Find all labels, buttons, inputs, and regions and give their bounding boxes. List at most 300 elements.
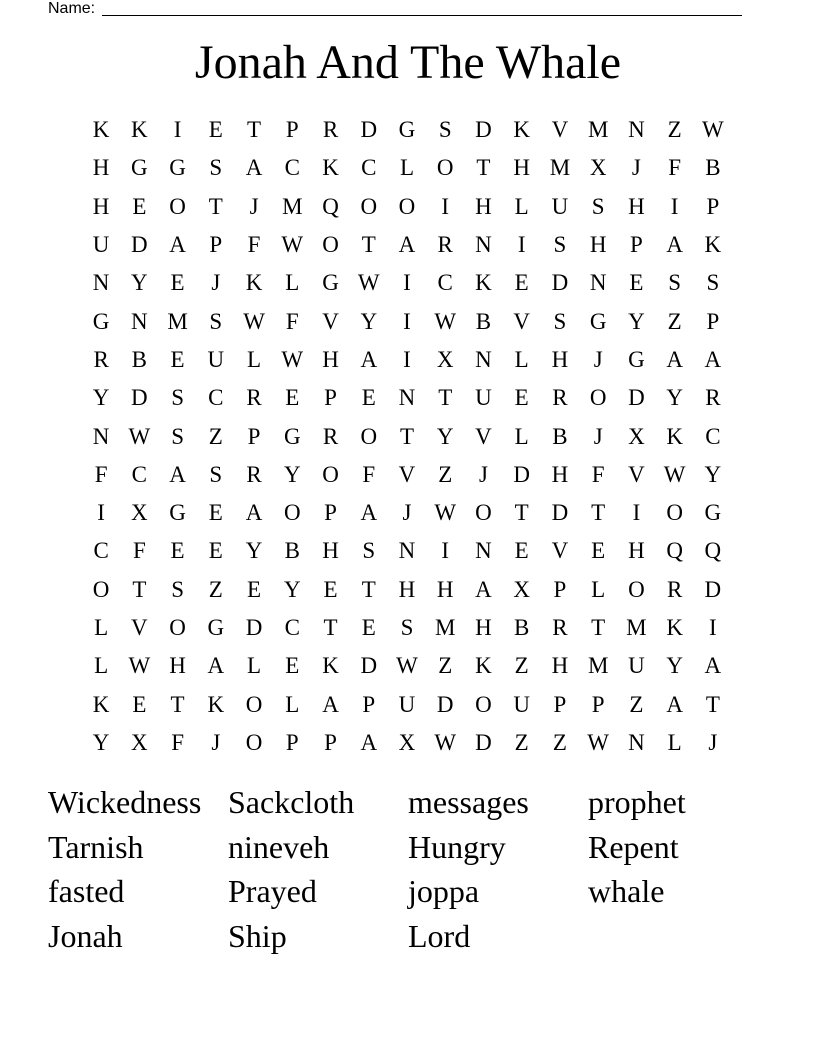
- grid-cell[interactable]: F: [591, 461, 605, 487]
- grid-cell[interactable]: L: [514, 423, 529, 449]
- grid-cell[interactable]: H: [589, 232, 607, 258]
- grid-cell[interactable]: L: [514, 346, 529, 372]
- grid-cell[interactable]: D: [131, 232, 148, 258]
- grid-cell[interactable]: Y: [360, 308, 378, 334]
- grid-cell[interactable]: O: [360, 193, 378, 219]
- grid-cell[interactable]: T: [591, 615, 606, 640]
- grid-cell[interactable]: B: [131, 346, 148, 372]
- grid-cell[interactable]: X: [398, 729, 416, 755]
- grid-cell[interactable]: C: [284, 155, 300, 181]
- grid-cell[interactable]: A: [704, 346, 722, 372]
- name-blank-line[interactable]: [102, 15, 742, 16]
- grid-cell[interactable]: S: [668, 270, 682, 296]
- grid-cell[interactable]: L: [591, 576, 606, 602]
- word-list-item: Wickedness: [48, 784, 202, 820]
- grid-cell[interactable]: J: [478, 461, 488, 487]
- grid-cell[interactable]: B: [475, 308, 492, 334]
- grid-cell[interactable]: J: [593, 423, 603, 449]
- grid-cell[interactable]: T: [438, 385, 453, 411]
- word-list-item: Jonah: [48, 918, 123, 955]
- grid-cell[interactable]: Z: [514, 729, 529, 755]
- grid-cell[interactable]: H: [513, 155, 530, 181]
- grid-cell[interactable]: B: [514, 615, 530, 640]
- grid-cell[interactable]: G: [131, 155, 148, 181]
- grid-cell[interactable]: E: [247, 576, 262, 602]
- grid-cell[interactable]: S: [209, 461, 223, 487]
- grid-cell[interactable]: T: [399, 423, 415, 449]
- grid-cell[interactable]: P: [247, 423, 261, 449]
- grid-cell[interactable]: K: [92, 691, 110, 717]
- grid-cell[interactable]: E: [132, 193, 147, 219]
- grid-cell[interactable]: M: [587, 117, 609, 143]
- grid-cell[interactable]: E: [285, 653, 300, 679]
- grid-cell[interactable]: G: [398, 117, 416, 143]
- grid-cell[interactable]: E: [629, 270, 644, 296]
- grid-cell[interactable]: K: [92, 117, 110, 143]
- grid-cell[interactable]: G: [92, 308, 110, 334]
- grid-cell[interactable]: Z: [438, 461, 453, 487]
- grid-cell[interactable]: N: [398, 538, 416, 564]
- grid-cell[interactable]: O: [398, 193, 416, 219]
- grid-cell[interactable]: B: [284, 538, 300, 564]
- grid-cell[interactable]: A: [666, 232, 683, 258]
- grid-cell[interactable]: I: [441, 193, 450, 219]
- grid-cell[interactable]: V: [398, 461, 416, 487]
- grid-cell[interactable]: Y: [666, 385, 683, 411]
- grid-cell[interactable]: Z: [208, 576, 223, 602]
- grid-cell[interactable]: V: [551, 538, 569, 564]
- grid-cell[interactable]: A: [666, 691, 683, 717]
- grid-cell[interactable]: R: [246, 461, 262, 487]
- grid-cell[interactable]: U: [398, 691, 416, 717]
- grid-cell[interactable]: H: [92, 155, 110, 181]
- grid-cell[interactable]: K: [475, 653, 492, 679]
- grid-cell[interactable]: T: [476, 155, 491, 181]
- word-list-item: Hungry: [408, 828, 506, 865]
- grid-cell[interactable]: G: [589, 308, 607, 334]
- grid-cell[interactable]: C: [93, 538, 109, 564]
- grid-cell[interactable]: H: [322, 346, 339, 372]
- grid-cell[interactable]: O: [169, 193, 186, 219]
- grid-cell[interactable]: K: [322, 155, 339, 181]
- grid-cell[interactable]: H: [92, 193, 110, 219]
- grid-cell[interactable]: F: [132, 538, 146, 564]
- grid-row: [82, 111, 732, 149]
- grid-cell[interactable]: D: [704, 576, 722, 602]
- grid-cell[interactable]: W: [663, 461, 686, 487]
- grid-cell[interactable]: W: [702, 117, 724, 143]
- grid-cell[interactable]: G: [169, 500, 186, 526]
- grid-cell[interactable]: K: [666, 615, 683, 640]
- grid-cell[interactable]: R: [322, 423, 339, 449]
- grid-cell[interactable]: I: [709, 615, 717, 640]
- grid-cell[interactable]: O: [245, 729, 263, 755]
- grid-cell[interactable]: L: [514, 193, 529, 219]
- grid-cell[interactable]: E: [514, 270, 529, 296]
- grid-cell[interactable]: V: [475, 423, 492, 449]
- grid-cell[interactable]: J: [211, 270, 221, 296]
- grid-cell[interactable]: Y: [245, 538, 263, 564]
- grid-cell[interactable]: W: [281, 346, 304, 372]
- grid-cell[interactable]: J: [211, 729, 221, 755]
- grid-cell[interactable]: E: [323, 576, 338, 602]
- grid-cell[interactable]: T: [170, 691, 185, 717]
- grid-cell[interactable]: L: [94, 615, 109, 640]
- grid-cell[interactable]: B: [552, 423, 568, 449]
- grid-cell[interactable]: A: [360, 346, 378, 372]
- grid-cell[interactable]: U: [551, 193, 569, 219]
- grid-cell[interactable]: K: [666, 423, 683, 449]
- grid-cell[interactable]: C: [705, 423, 721, 449]
- grid-cell[interactable]: T: [323, 615, 338, 640]
- grid-cell[interactable]: P: [324, 500, 337, 526]
- grid-cell[interactable]: R: [552, 385, 568, 411]
- grid-cell[interactable]: K: [207, 691, 225, 717]
- grid-cell[interactable]: T: [208, 193, 223, 219]
- grid-cell[interactable]: Y: [283, 461, 301, 487]
- grid-cell[interactable]: L: [285, 270, 300, 296]
- grid-cell[interactable]: E: [132, 691, 147, 717]
- grid-cell[interactable]: S: [553, 308, 567, 334]
- grid-cell[interactable]: S: [171, 385, 184, 411]
- grid-cell[interactable]: N: [92, 270, 110, 296]
- grid-cell[interactable]: H: [551, 346, 569, 372]
- grid-cell[interactable]: O: [322, 232, 339, 258]
- grid-cell[interactable]: H: [398, 576, 416, 602]
- grid-cell[interactable]: J: [402, 500, 412, 526]
- grid-cell[interactable]: A: [169, 461, 186, 487]
- grid-cell[interactable]: G: [207, 615, 225, 640]
- grid-cell[interactable]: W: [128, 423, 151, 449]
- grid-cell[interactable]: Z: [552, 729, 567, 755]
- grid-cell[interactable]: W: [357, 270, 380, 296]
- grid-cell[interactable]: Y: [92, 729, 110, 755]
- grid-cell[interactable]: D: [360, 117, 378, 143]
- grid-cell[interactable]: Y: [628, 308, 645, 334]
- grid-cell[interactable]: U: [475, 385, 492, 411]
- grid-cell[interactable]: A: [704, 653, 722, 679]
- grid-cell[interactable]: H: [169, 653, 186, 679]
- grid-cell[interactable]: R: [322, 117, 339, 143]
- grid-cell[interactable]: X: [589, 155, 607, 181]
- grid-cell[interactable]: X: [436, 346, 454, 372]
- grid-cell[interactable]: U: [92, 232, 110, 258]
- grid-cell[interactable]: S: [400, 615, 414, 640]
- grid-cell[interactable]: E: [514, 385, 529, 411]
- grid-cell[interactable]: L: [285, 691, 300, 717]
- grid-cell[interactable]: W: [128, 653, 151, 679]
- grid-cell[interactable]: U: [207, 346, 225, 372]
- grid-cell[interactable]: P: [285, 729, 299, 755]
- grid-cell[interactable]: A: [207, 653, 225, 679]
- grid-cell[interactable]: G: [322, 270, 339, 296]
- grid-cell[interactable]: D: [360, 653, 378, 679]
- grid-cell[interactable]: V: [628, 461, 645, 487]
- grid-cell[interactable]: S: [553, 232, 567, 258]
- grid-cell[interactable]: I: [632, 500, 641, 526]
- grid-cell[interactable]: V: [551, 117, 569, 143]
- grid-cell[interactable]: V: [322, 308, 339, 334]
- grid-cell[interactable]: I: [517, 232, 526, 258]
- grid-cell[interactable]: W: [434, 500, 457, 526]
- grid-cell[interactable]: C: [131, 461, 148, 487]
- grid-cell[interactable]: N: [92, 423, 110, 449]
- grid-cell[interactable]: N: [628, 117, 645, 143]
- grid-cell[interactable]: A: [666, 346, 683, 372]
- grid-cell[interactable]: N: [131, 308, 148, 334]
- grid-cell[interactable]: N: [475, 538, 492, 564]
- grid-cell[interactable]: X: [628, 423, 645, 449]
- grid-cell[interactable]: V: [131, 615, 148, 640]
- grid-cell[interactable]: R: [246, 385, 262, 411]
- grid-cell[interactable]: N: [589, 270, 607, 296]
- grid-cell[interactable]: E: [591, 538, 606, 564]
- grid-cell[interactable]: S: [171, 423, 184, 449]
- grid-cell[interactable]: G: [628, 346, 645, 372]
- grid-cell[interactable]: P: [362, 691, 376, 717]
- grid-cell[interactable]: D: [475, 729, 492, 755]
- grid-cell[interactable]: P: [630, 232, 643, 258]
- grid-cell[interactable]: D: [513, 461, 530, 487]
- word-list-item: Tarnish: [48, 828, 144, 865]
- grid-cell[interactable]: D: [436, 691, 454, 717]
- grid-cell[interactable]: C: [208, 385, 224, 411]
- grid-cell[interactable]: I: [97, 500, 105, 526]
- grid-cell[interactable]: A: [245, 155, 263, 181]
- grid-cell[interactable]: X: [131, 500, 148, 526]
- grid-cell[interactable]: Y: [283, 576, 301, 602]
- grid-cell[interactable]: D: [551, 270, 569, 296]
- grid-cell[interactable]: O: [436, 155, 454, 181]
- grid-cell[interactable]: P: [324, 385, 337, 411]
- grid-cell[interactable]: E: [170, 538, 185, 564]
- grid-cell[interactable]: L: [247, 653, 262, 679]
- grid-cell[interactable]: Z: [629, 691, 644, 717]
- grid-cell[interactable]: S: [362, 538, 376, 564]
- grid-cell[interactable]: Y: [704, 461, 722, 487]
- grid-cell[interactable]: S: [438, 117, 452, 143]
- grid-cell[interactable]: A: [322, 691, 339, 717]
- grid-cell[interactable]: U: [513, 691, 530, 717]
- grid-cell[interactable]: H: [322, 538, 339, 564]
- grid-cell[interactable]: C: [361, 155, 377, 181]
- grid-cell[interactable]: P: [706, 308, 720, 334]
- grid-cell[interactable]: T: [514, 500, 529, 526]
- grid-cell[interactable]: P: [553, 576, 567, 602]
- grid-cell[interactable]: M: [626, 615, 647, 640]
- grid-cell[interactable]: T: [132, 576, 147, 602]
- grid-cell[interactable]: C: [437, 270, 453, 296]
- grid-cell[interactable]: V: [513, 308, 530, 334]
- grid-cell[interactable]: A: [360, 500, 378, 526]
- grid-cell[interactable]: M: [587, 653, 609, 679]
- grid-cell[interactable]: O: [475, 691, 492, 717]
- grid-cell[interactable]: E: [208, 500, 223, 526]
- grid-cell[interactable]: A: [360, 729, 378, 755]
- grid-cell[interactable]: F: [171, 729, 184, 755]
- grid-cell[interactable]: W: [434, 729, 457, 755]
- grid-cell[interactable]: H: [436, 576, 454, 602]
- grid-cell[interactable]: P: [553, 691, 567, 717]
- grid-cell[interactable]: P: [706, 193, 720, 219]
- grid-cell[interactable]: D: [551, 500, 569, 526]
- grid-row: [82, 609, 732, 647]
- grid-cell[interactable]: O: [475, 500, 492, 526]
- grid-cell[interactable]: Q: [704, 538, 722, 564]
- grid-cell[interactable]: B: [705, 155, 721, 181]
- grid-cell[interactable]: J: [631, 155, 641, 181]
- grid-cell[interactable]: D: [245, 615, 263, 640]
- grid-cell[interactable]: F: [94, 461, 108, 487]
- grid-cell[interactable]: J: [249, 193, 259, 219]
- grid-cell[interactable]: K: [245, 270, 263, 296]
- grid-cell[interactable]: O: [589, 385, 607, 411]
- grid-cell[interactable]: E: [170, 270, 185, 296]
- grid-cell[interactable]: O: [283, 500, 301, 526]
- grid-cell[interactable]: A: [475, 576, 492, 602]
- grid-cell[interactable]: P: [324, 729, 337, 755]
- grid-cell[interactable]: H: [475, 193, 492, 219]
- grid-cell[interactable]: D: [131, 385, 148, 411]
- grid-cell[interactable]: D: [628, 385, 645, 411]
- grid-cell[interactable]: Y: [436, 423, 454, 449]
- grid-row: [82, 379, 732, 417]
- grid-cell[interactable]: P: [209, 232, 223, 258]
- grid-cell[interactable]: E: [361, 385, 376, 411]
- grid-cell[interactable]: T: [591, 500, 606, 526]
- grid-cell[interactable]: T: [361, 576, 376, 602]
- grid-cell[interactable]: I: [670, 193, 679, 219]
- grid-cell[interactable]: H: [551, 461, 569, 487]
- grid-cell[interactable]: L: [667, 729, 682, 755]
- grid-cell[interactable]: O: [360, 423, 378, 449]
- grid-cell[interactable]: S: [171, 576, 184, 602]
- grid-cell[interactable]: H: [475, 615, 492, 640]
- grid-cell[interactable]: H: [628, 193, 645, 219]
- grid-cell[interactable]: F: [362, 461, 376, 487]
- grid-cell[interactable]: Z: [208, 423, 223, 449]
- grid-cell[interactable]: I: [403, 346, 411, 372]
- grid-cell[interactable]: Y: [131, 270, 148, 296]
- grid-cell[interactable]: U: [628, 653, 645, 679]
- grid-cell[interactable]: O: [666, 500, 683, 526]
- grid-cell[interactable]: Z: [514, 653, 529, 679]
- grid-cell[interactable]: A: [169, 232, 186, 258]
- grid-cell[interactable]: G: [169, 155, 186, 181]
- name-label: Name:: [48, 0, 96, 17]
- grid-cell[interactable]: N: [398, 385, 416, 411]
- grid-cell[interactable]: H: [628, 538, 645, 564]
- grid-cell[interactable]: N: [475, 346, 492, 372]
- grid-cell[interactable]: T: [705, 691, 720, 717]
- grid-cell[interactable]: S: [209, 308, 223, 334]
- grid-cell[interactable]: R: [93, 346, 109, 372]
- grid-cell[interactable]: F: [285, 308, 299, 334]
- grid-cell[interactable]: O: [169, 615, 186, 640]
- grid-cell[interactable]: H: [551, 653, 569, 679]
- grid-cell[interactable]: O: [322, 461, 339, 487]
- grid-cell[interactable]: C: [284, 615, 300, 640]
- grid-cell[interactable]: K: [475, 270, 492, 296]
- grid-cell[interactable]: W: [587, 729, 610, 755]
- grid-cell[interactable]: M: [282, 193, 303, 219]
- grid-cell[interactable]: L: [399, 155, 415, 181]
- grid-cell[interactable]: R: [666, 576, 683, 602]
- grid-cell[interactable]: T: [361, 232, 376, 258]
- grid-cell[interactable]: P: [591, 691, 605, 717]
- grid-cell[interactable]: E: [285, 385, 300, 411]
- grid-cell[interactable]: A: [398, 232, 416, 258]
- grid-cell[interactable]: O: [628, 576, 645, 602]
- grid-cell[interactable]: W: [396, 653, 418, 679]
- grid-cell[interactable]: P: [285, 117, 299, 143]
- grid-cell[interactable]: Y: [92, 385, 110, 411]
- grid-cell[interactable]: F: [668, 155, 682, 181]
- grid-cell[interactable]: S: [209, 155, 223, 181]
- grid-cell[interactable]: I: [403, 308, 411, 334]
- grid-cell[interactable]: R: [705, 385, 721, 411]
- grid-cell[interactable]: E: [514, 538, 529, 564]
- grid-cell[interactable]: Z: [667, 308, 682, 334]
- grid-cell[interactable]: O: [92, 576, 110, 602]
- grid-cell[interactable]: J: [708, 729, 718, 755]
- grid-cell[interactable]: I: [441, 538, 450, 564]
- grid-cell[interactable]: Y: [666, 653, 683, 679]
- grid-cell[interactable]: D: [475, 117, 492, 143]
- grid-cell[interactable]: G: [283, 423, 301, 449]
- grid-cell[interactable]: Q: [322, 193, 339, 219]
- grid-cell[interactable]: O: [245, 691, 263, 717]
- grid-cell[interactable]: L: [94, 653, 109, 679]
- grid-cell[interactable]: N: [475, 232, 492, 258]
- grid-cell[interactable]: K: [322, 653, 339, 679]
- grid-cell[interactable]: G: [704, 500, 722, 526]
- grid-cell[interactable]: I: [403, 270, 411, 296]
- grid-cell[interactable]: E: [208, 117, 223, 143]
- grid-cell[interactable]: S: [591, 193, 605, 219]
- grid-cell[interactable]: K: [513, 117, 530, 143]
- grid-cell[interactable]: I: [173, 117, 182, 143]
- grid-cell[interactable]: A: [245, 500, 263, 526]
- grid-cell[interactable]: Z: [438, 653, 453, 679]
- grid-cell[interactable]: K: [131, 117, 148, 143]
- grid-cell[interactable]: Z: [667, 117, 682, 143]
- grid-cell[interactable]: L: [247, 346, 262, 372]
- grid-cell[interactable]: W: [281, 232, 304, 258]
- grid-row: [82, 456, 732, 494]
- grid-cell[interactable]: T: [247, 117, 262, 143]
- grid-cell[interactable]: M: [435, 615, 456, 640]
- grid-cell[interactable]: Q: [666, 538, 683, 564]
- grid-row: [82, 647, 732, 685]
- grid-cell[interactable]: N: [628, 729, 645, 755]
- grid-cell[interactable]: W: [243, 308, 265, 334]
- grid-cell[interactable]: M: [549, 155, 571, 181]
- grid-cell[interactable]: R: [552, 615, 568, 640]
- grid-cell[interactable]: M: [167, 308, 188, 334]
- grid-cell[interactable]: J: [593, 346, 603, 372]
- grid-cell[interactable]: X: [131, 729, 148, 755]
- grid-cell[interactable]: W: [434, 308, 457, 334]
- grid-cell[interactable]: F: [247, 232, 261, 258]
- grid-cell[interactable]: R: [437, 232, 453, 258]
- grid-cell[interactable]: E: [208, 538, 223, 564]
- grid-cell[interactable]: X: [513, 576, 530, 602]
- grid-cell[interactable]: K: [704, 232, 722, 258]
- grid-cell[interactable]: E: [361, 615, 376, 640]
- grid-cell[interactable]: E: [170, 346, 185, 372]
- grid-cell[interactable]: S: [706, 270, 720, 296]
